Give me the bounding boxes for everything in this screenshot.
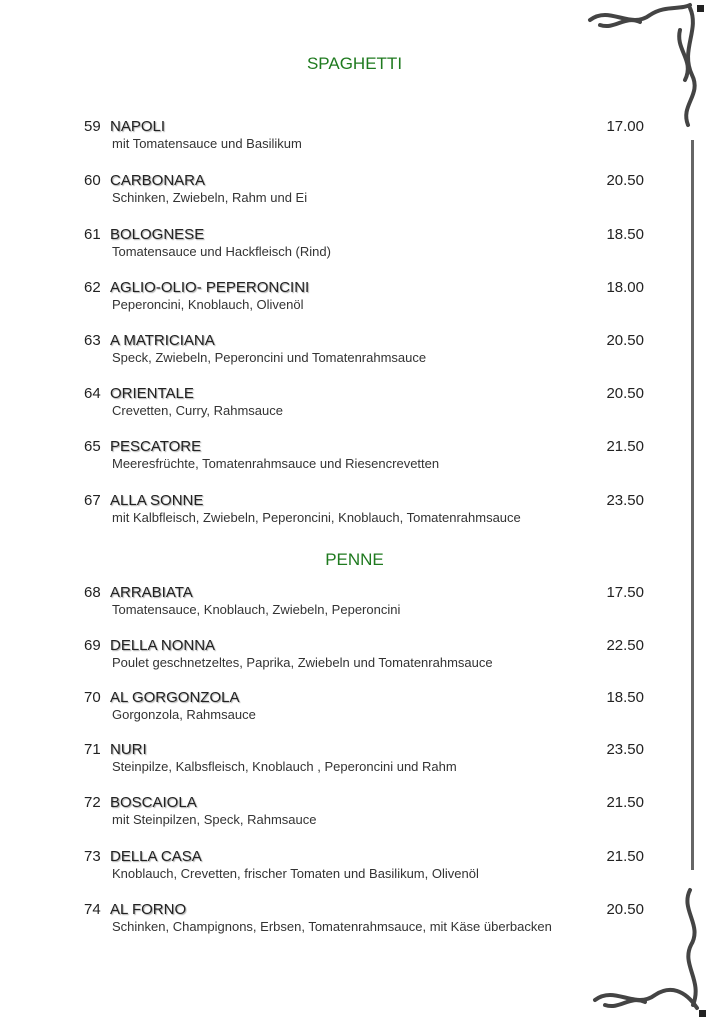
menu-item <box>84 741 644 781</box>
item-name: AL FORNO <box>110 901 187 918</box>
decorative-vertical-line <box>691 140 694 870</box>
menu-item <box>84 279 644 319</box>
item-name: DELLA NONNA <box>110 637 216 654</box>
menu-item <box>84 901 644 941</box>
menu-item <box>84 438 644 478</box>
item-description: Knoblauch, Crevetten, frischer Tomaten und Basilikum, Olivenöl <box>112 866 479 881</box>
item-number: 68 <box>84 584 101 601</box>
item-description: Poulet geschnetzeltes, Paprika, Zwiebeln und Tomatenrahmsauce <box>112 655 493 670</box>
item-number: 64 <box>84 385 101 402</box>
item-name: AGLIO-OLIO- PEPERONCINI <box>110 279 310 296</box>
item-name: ARRABIATA <box>110 584 193 601</box>
item-number: 65 <box>84 438 101 455</box>
item-number: 63 <box>84 332 101 349</box>
item-price: 18.00 <box>606 279 644 296</box>
item-number: 60 <box>84 172 101 189</box>
item-description: Meeresfrüchte, Tomatenrahmsauce und Riesencrevetten <box>112 456 440 471</box>
item-name: CARBONARA <box>110 172 206 189</box>
item-number: 61 <box>84 226 101 243</box>
menu-item <box>84 226 644 266</box>
item-description: Speck, Zwiebeln, Peperoncini und Tomatenrahmsauce <box>112 350 427 365</box>
menu-item <box>84 637 644 677</box>
item-name: DELLA CASA <box>110 848 202 865</box>
item-name: PESCATORE <box>110 438 202 455</box>
item-description: Schinken, Champignons, Erbsen, Tomatenrahmsauce, mit Käse überbacken <box>112 919 552 934</box>
item-price: 18.50 <box>606 689 644 706</box>
section-title-spaghetti: SPAGHETTI <box>306 54 403 73</box>
item-description: Gorgonzola, Rahmsauce <box>112 707 256 722</box>
item-price: 21.50 <box>606 848 644 865</box>
item-number: 72 <box>84 794 101 811</box>
item-name: ORIENTALE <box>110 385 194 402</box>
item-number: 69 <box>84 637 101 654</box>
item-price: 18.50 <box>606 226 644 243</box>
item-description: mit Kalbfleisch, Zwiebeln, Peperoncini, Knoblauch, Tomatenrahmsauce <box>112 510 521 525</box>
item-price: 17.50 <box>606 584 644 601</box>
menu-item <box>84 332 644 372</box>
item-description: Crevetten, Curry, Rahmsauce <box>112 403 283 418</box>
item-price: 23.50 <box>606 741 644 758</box>
item-name: ALLA SONNE <box>110 492 204 509</box>
item-price: 20.50 <box>606 385 644 402</box>
menu-item <box>84 689 644 729</box>
item-description: Peperoncini, Knoblauch, Olivenöl <box>112 297 304 312</box>
item-price: 22.50 <box>606 637 644 654</box>
item-number: 62 <box>84 279 101 296</box>
menu-item <box>84 492 644 532</box>
item-number: 71 <box>84 741 101 758</box>
item-description: mit Tomatensauce und Basilikum <box>112 136 302 151</box>
item-number: 73 <box>84 848 101 865</box>
item-price: 23.50 <box>606 492 644 509</box>
item-name: AL GORGONZOLA <box>110 689 240 706</box>
item-price: 17.00 <box>606 118 644 135</box>
item-number: 67 <box>84 492 101 509</box>
item-number: 70 <box>84 689 101 706</box>
item-price: 21.50 <box>606 438 644 455</box>
menu-item <box>84 385 644 425</box>
menu-item <box>84 794 644 834</box>
item-name: BOSCAIOLA <box>110 794 197 811</box>
menu-item <box>84 118 644 158</box>
item-price: 20.50 <box>606 901 644 918</box>
item-name: BOLOGNESE <box>110 226 205 243</box>
item-description: Tomatensauce, Knoblauch, Zwiebeln, Peperoncini <box>112 602 401 617</box>
item-description: Schinken, Zwiebeln, Rahm und Ei <box>112 190 308 205</box>
section-title-penne: PENNE <box>325 550 384 569</box>
item-number: 59 <box>84 118 101 135</box>
item-description: Steinpilze, Kalbsfleisch, Knoblauch , Peperoncini und Rahm <box>112 759 457 774</box>
item-number: 74 <box>84 901 101 918</box>
item-price: 21.50 <box>606 794 644 811</box>
item-description: Tomatensauce und Hackfleisch (Rind) <box>112 244 331 259</box>
menu-item <box>84 848 644 888</box>
menu-item <box>84 172 644 212</box>
item-price: 20.50 <box>606 172 644 189</box>
item-name: A MATRICIANA <box>110 332 215 349</box>
item-description: mit Steinpilzen, Speck, Rahmsauce <box>112 812 317 827</box>
item-price: 20.50 <box>606 332 644 349</box>
item-name: NAPOLI <box>110 118 166 135</box>
item-name: NURI <box>110 741 147 758</box>
menu-item <box>84 584 644 624</box>
